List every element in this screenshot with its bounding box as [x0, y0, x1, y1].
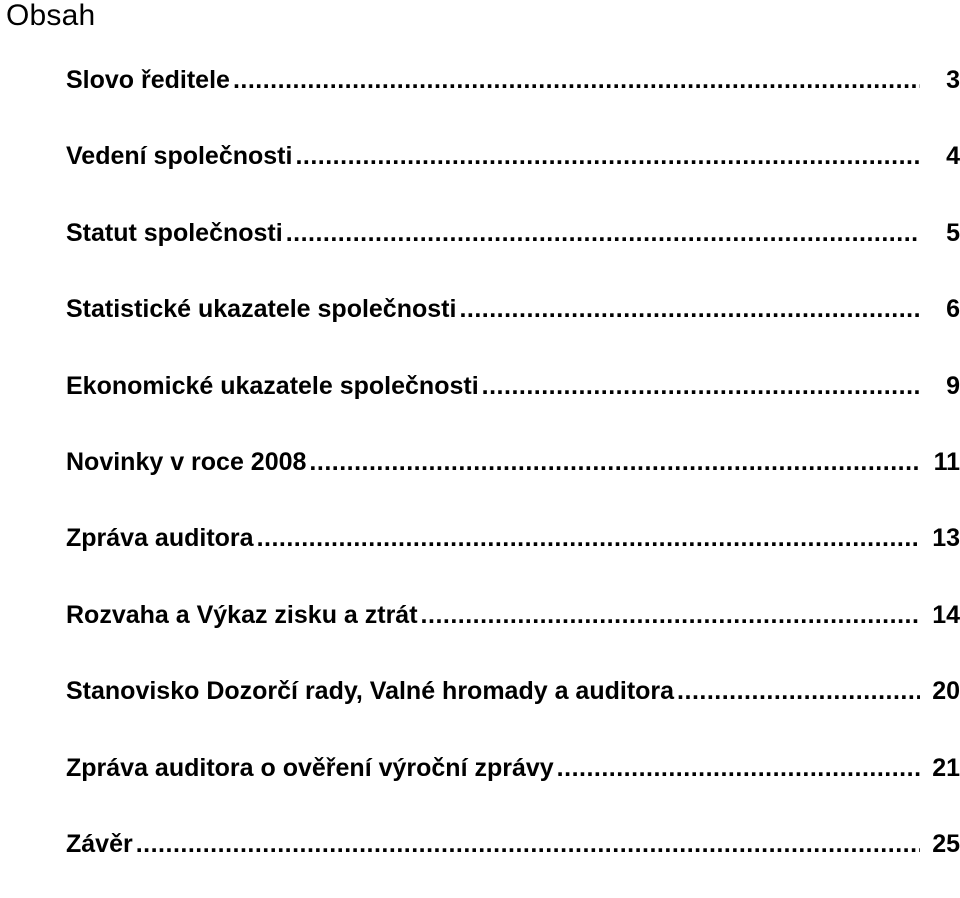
toc-entry[interactable]: [66, 211, 960, 287]
table-of-contents: [66, 58, 960, 898]
toc-entry[interactable]: [66, 440, 960, 516]
toc-page-number: 5: [946, 218, 960, 247]
toc-page-number: 21: [932, 753, 960, 782]
toc-entry-title: Závěr: [66, 829, 133, 858]
toc-page-number: 3: [946, 66, 960, 94]
toc-page-number: 6: [946, 295, 960, 324]
toc-page-number: 25: [932, 829, 960, 858]
toc-entry[interactable]: [66, 746, 960, 822]
toc-entry-title: Zpráva auditora: [66, 524, 254, 553]
toc-entry-title: Zpráva auditora o ověření výroční zprávy: [66, 753, 554, 782]
toc-entry[interactable]: [66, 134, 960, 210]
toc-dot-leader: [257, 516, 920, 560]
toc-entry-title: Novinky v roce 2008: [66, 447, 307, 476]
toc-dot-leader: [286, 211, 920, 255]
toc-dot-leader: [309, 440, 920, 484]
toc-entry[interactable]: [66, 364, 960, 440]
toc-dot-leader: [421, 593, 920, 637]
toc-entry-title: Vedení společnosti: [66, 142, 293, 171]
toc-entry-title: Slovo ředitele: [66, 66, 230, 94]
toc-page-number: 4: [946, 142, 960, 171]
toc-entry-title: Ekonomické ukazatele společnosti: [66, 371, 479, 400]
toc-entry-title: Rozvaha a Výkaz zisku a ztrát: [66, 600, 418, 629]
toc-dot-leader: [677, 669, 920, 713]
toc-dot-leader: [233, 58, 920, 102]
toc-page-number: 9: [946, 371, 960, 400]
toc-entry-title: Stanovisko Dozorčí rady, Valné hromady a auditora: [66, 677, 675, 706]
toc-entry[interactable]: [66, 822, 960, 898]
toc-dot-leader: [557, 746, 920, 790]
toc-page-number: 11: [933, 447, 960, 476]
toc-entry-title: Statut společnosti: [66, 218, 283, 247]
toc-dot-leader: [482, 364, 920, 408]
toc-entry[interactable]: [66, 593, 960, 669]
toc-entry[interactable]: [66, 287, 960, 363]
toc-entry[interactable]: [66, 516, 960, 592]
toc-page-number: 20: [932, 677, 960, 706]
toc-dot-leader: [295, 134, 920, 178]
toc-dot-leader: [136, 822, 920, 866]
toc-dot-leader: [459, 287, 920, 331]
toc-page-number: 14: [932, 600, 960, 629]
page-title: Obsah: [6, 0, 96, 32]
toc-page-number: 13: [932, 524, 960, 553]
toc-entry-title: Statistické ukazatele společnosti: [66, 295, 457, 324]
toc-entry[interactable]: [66, 669, 960, 745]
toc-entry[interactable]: [66, 58, 960, 134]
